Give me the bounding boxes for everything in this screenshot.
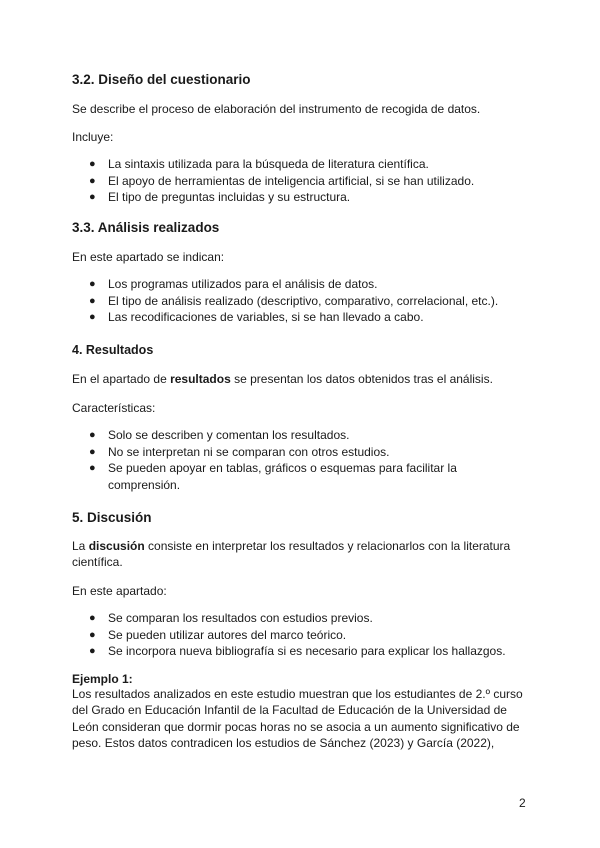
bullet-icon: ● bbox=[89, 628, 96, 641]
list-item: ● El tipo de análisis realizado (descriptivo, comparativo, correlacional, etc.). bbox=[89, 293, 499, 308]
list-item: ● No se interpretan ni se comparan con otros estudios. bbox=[89, 444, 390, 459]
page-number: 2 bbox=[519, 796, 526, 810]
section-4-heading: 4. Resultados bbox=[72, 343, 154, 357]
list-item: ● Los programas utilizados para el análisis de datos. bbox=[89, 277, 378, 291]
section-4-list bbox=[72, 427, 528, 493]
section-3-2-heading: 3.2. Diseño del cuestionario bbox=[72, 72, 251, 87]
example-text: Los resultados analizados en este estudio muestran que los estudiantes de 2.º curso del Grado en Educación Infantil de la Facultad de Educación de la Universidad de León consideran que dormir pocas horas no se asocia a un aumento significativo de peso. Estos datos contradicen los estudios de Sánchez (2023) y García (2022), bbox=[72, 687, 523, 750]
bullet-icon: ● bbox=[89, 294, 96, 307]
list-item: ● El tipo de preguntas incluidas y su estructura. bbox=[89, 190, 351, 204]
section-3-3-heading: 3.3. Análisis realizados bbox=[72, 220, 220, 235]
list-item: ● Las recodificaciones de variables, si se han llevado a cabo. bbox=[89, 310, 424, 324]
section-5-lead: En este apartado: bbox=[72, 584, 167, 598]
bullet-icon: ● bbox=[89, 462, 96, 474]
bullet-icon: ● bbox=[89, 191, 96, 203]
list-item: ● Se pueden utilizar autores del marco teórico. bbox=[89, 627, 347, 642]
section-3-3-list bbox=[72, 276, 528, 326]
bullet-icon: ● bbox=[89, 612, 96, 624]
list-item: ● La sintaxis utilizada para la búsqueda de literatura científica. bbox=[89, 157, 429, 171]
bullet-icon: ● bbox=[89, 311, 96, 323]
example-title: Ejemplo 1: bbox=[72, 672, 133, 686]
section-3-2-lead: Incluye: bbox=[72, 130, 114, 144]
section-5-intro: La discusión consiste en interpretar los resultados y relacionarlos con la literatura científica. bbox=[72, 539, 511, 570]
section-3-2-intro: Se describe el proceso de elaboración del instrumento de recogida de datos. bbox=[72, 102, 481, 116]
list-item: ● Se pueden apoyar en tablas, gráficos o esquemas para facilitar la comprensión. bbox=[89, 461, 457, 492]
list-item: ● Se incorpora nueva bibliografía si es necesario para explicar los hallazgos. bbox=[89, 644, 506, 658]
bullet-icon: ● bbox=[89, 429, 96, 441]
section-3-2-list bbox=[72, 156, 528, 206]
bullet-icon: ● bbox=[89, 445, 96, 458]
bullet-icon: ● bbox=[89, 645, 96, 657]
list-item: ● Solo se describen y comentan los resultados. bbox=[89, 428, 350, 442]
bullet-icon: ● bbox=[89, 158, 96, 170]
section-4-lead: Características: bbox=[72, 401, 156, 415]
list-item: ● Se comparan los resultados con estudios previos. bbox=[89, 611, 373, 625]
section-4-intro: En el apartado de resultados se presentan los datos obtenidos tras el análisis. bbox=[72, 372, 493, 386]
section-5-list bbox=[72, 610, 548, 660]
bullet-icon: ● bbox=[89, 174, 96, 187]
list-item: ● El apoyo de herramientas de inteligencia artificial, si se han utilizado. bbox=[89, 173, 475, 188]
section-5-heading: 5. Discusión bbox=[72, 510, 152, 525]
section-3-3-lead: En este apartado se indican: bbox=[72, 250, 225, 264]
bullet-icon: ● bbox=[89, 278, 96, 290]
